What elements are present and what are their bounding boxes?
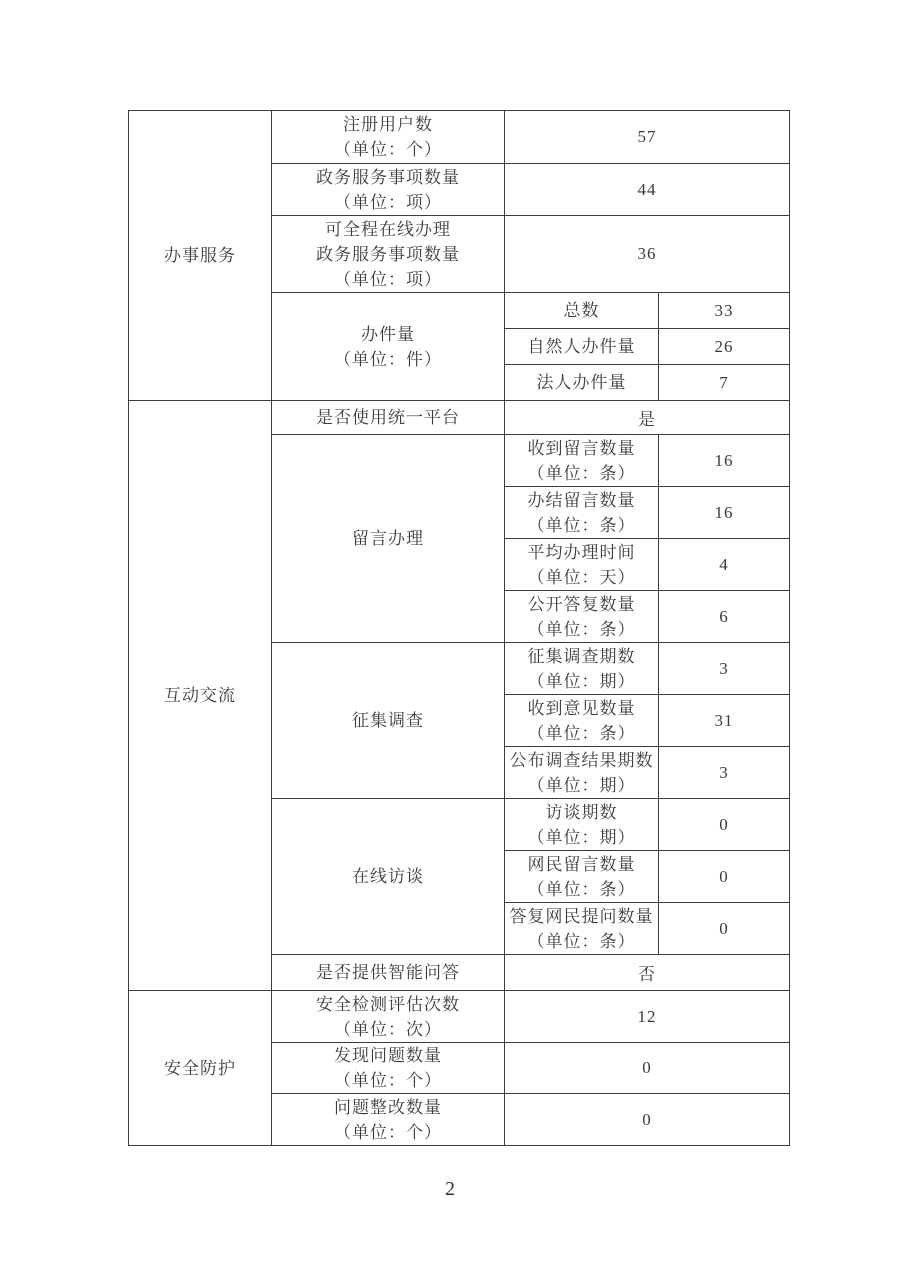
value-cell: 44 — [505, 164, 790, 216]
cell-line: （单位：天） — [527, 567, 636, 587]
cell-line: 问题整改数量 — [334, 1097, 442, 1117]
value-cell: 26 — [659, 329, 790, 365]
category-cell-security — [129, 991, 272, 1146]
cell-line: 公布调查结果期数 — [509, 750, 654, 770]
cell-line: 可全程在线办理 — [325, 219, 451, 239]
table-row — [129, 991, 790, 1043]
subitem-cell — [505, 329, 659, 365]
value-cell: 33 — [659, 293, 790, 329]
value-cell: 0 — [659, 799, 790, 851]
cell-line: （单位：条） — [527, 619, 636, 639]
value-cell: 0 — [505, 1094, 790, 1146]
cell-line: （单位：个） — [334, 140, 442, 159]
cell-line: 办结留言数量 — [527, 490, 636, 510]
table-row — [129, 111, 790, 164]
subitem-cell — [505, 643, 659, 695]
cell-line: 办件量 — [361, 324, 415, 344]
value-cell: 6 — [659, 591, 790, 643]
cell-line: （单位：条） — [527, 931, 636, 951]
cell-line: 政务服务事项数量 — [316, 244, 460, 264]
cell-line: （单位：个） — [334, 1071, 442, 1090]
cell-line: 答复网民提问数量 — [509, 906, 654, 926]
cell-line: 留言办理 — [352, 529, 424, 548]
category-cell-service — [129, 111, 272, 401]
category-label: 办事服务 — [164, 246, 236, 265]
cell-line: 公开答复数量 — [527, 594, 636, 614]
cell-line: （单位：项） — [334, 269, 442, 289]
subitem-cell — [505, 487, 659, 539]
page-number: 2 — [445, 1178, 455, 1200]
report-table — [128, 110, 790, 1146]
category-label: 安全防护 — [164, 1058, 236, 1078]
cell-line: 是否提供智能问答 — [316, 963, 460, 982]
item-cell — [272, 293, 505, 401]
subitem-cell — [505, 365, 659, 401]
subitem-cell — [505, 903, 659, 955]
cell-line: 总数 — [563, 301, 600, 320]
cell-line: （单位：条） — [527, 463, 636, 483]
cell-line: 在线访谈 — [352, 867, 424, 886]
value-cell: 0 — [659, 903, 790, 955]
category-cell-interaction — [129, 401, 272, 991]
cell-line: （单位：次） — [334, 1019, 442, 1039]
cell-line: 网民留言数量 — [527, 854, 636, 874]
value-cell: 31 — [659, 695, 790, 747]
value-cell: 3 — [659, 747, 790, 799]
value-cell: 16 — [659, 487, 790, 539]
value-cell: 3 — [659, 643, 790, 695]
cell-line: 征集调查期数 — [527, 646, 636, 666]
cell-line: （单位：件） — [334, 349, 442, 369]
cell-line: 自然人办件量 — [527, 337, 636, 356]
item-cell — [272, 1043, 505, 1094]
category-label: 互动交流 — [164, 686, 236, 705]
subitem-cell — [505, 799, 659, 851]
subitem-cell — [505, 591, 659, 643]
subitem-cell — [505, 851, 659, 903]
value-cell: 16 — [659, 435, 790, 487]
cell-line: 发现问题数量 — [334, 1046, 442, 1065]
subitem-cell — [505, 539, 659, 591]
cell-line: 是否使用统一平台 — [316, 408, 460, 427]
cell-line: （单位：期） — [527, 671, 636, 691]
cell-line: （单位：条） — [527, 515, 636, 535]
item-cell — [272, 216, 505, 293]
cell-line: （单位：条） — [527, 723, 636, 743]
cell-line: 注册用户数 — [343, 115, 433, 134]
cell-line: （单位：个） — [334, 1122, 442, 1142]
item-cell — [272, 955, 505, 991]
cell-line: 法人办件量 — [536, 373, 627, 392]
cell-line: 收到意见数量 — [527, 698, 636, 718]
value-cell: 7 — [659, 365, 790, 401]
cell-line: 政务服务事项数量 — [316, 167, 460, 187]
item-cell — [272, 643, 505, 799]
value-cell: 0 — [659, 851, 790, 903]
cell-line: （单位：条） — [527, 879, 636, 899]
item-cell — [272, 111, 505, 164]
cell-line: （单位：项） — [334, 192, 442, 212]
subitem-cell — [505, 747, 659, 799]
cell-line: （单位：期） — [527, 775, 636, 795]
subitem-cell — [505, 293, 659, 329]
subitem-cell — [505, 435, 659, 487]
value-cell: 36 — [505, 216, 790, 293]
item-cell — [272, 435, 505, 643]
item-cell — [272, 401, 505, 435]
value-cell: 否 — [505, 955, 790, 991]
table-row — [129, 401, 790, 435]
item-cell — [272, 1094, 505, 1146]
cell-line: 平均办理时间 — [527, 542, 636, 562]
value-cell: 4 — [659, 539, 790, 591]
item-cell — [272, 164, 505, 216]
value-cell: 12 — [505, 991, 790, 1043]
item-cell — [272, 799, 505, 955]
cell-line: （单位：期） — [527, 827, 636, 847]
cell-line: 收到留言数量 — [527, 438, 636, 458]
value-cell: 是 — [505, 401, 790, 435]
value-cell: 0 — [505, 1043, 790, 1094]
cell-line: 安全检测评估次数 — [316, 994, 460, 1014]
value-cell: 57 — [505, 111, 790, 164]
cell-line: 访谈期数 — [545, 802, 618, 822]
cell-line: 征集调查 — [352, 711, 424, 730]
subitem-cell — [505, 695, 659, 747]
item-cell — [272, 991, 505, 1043]
